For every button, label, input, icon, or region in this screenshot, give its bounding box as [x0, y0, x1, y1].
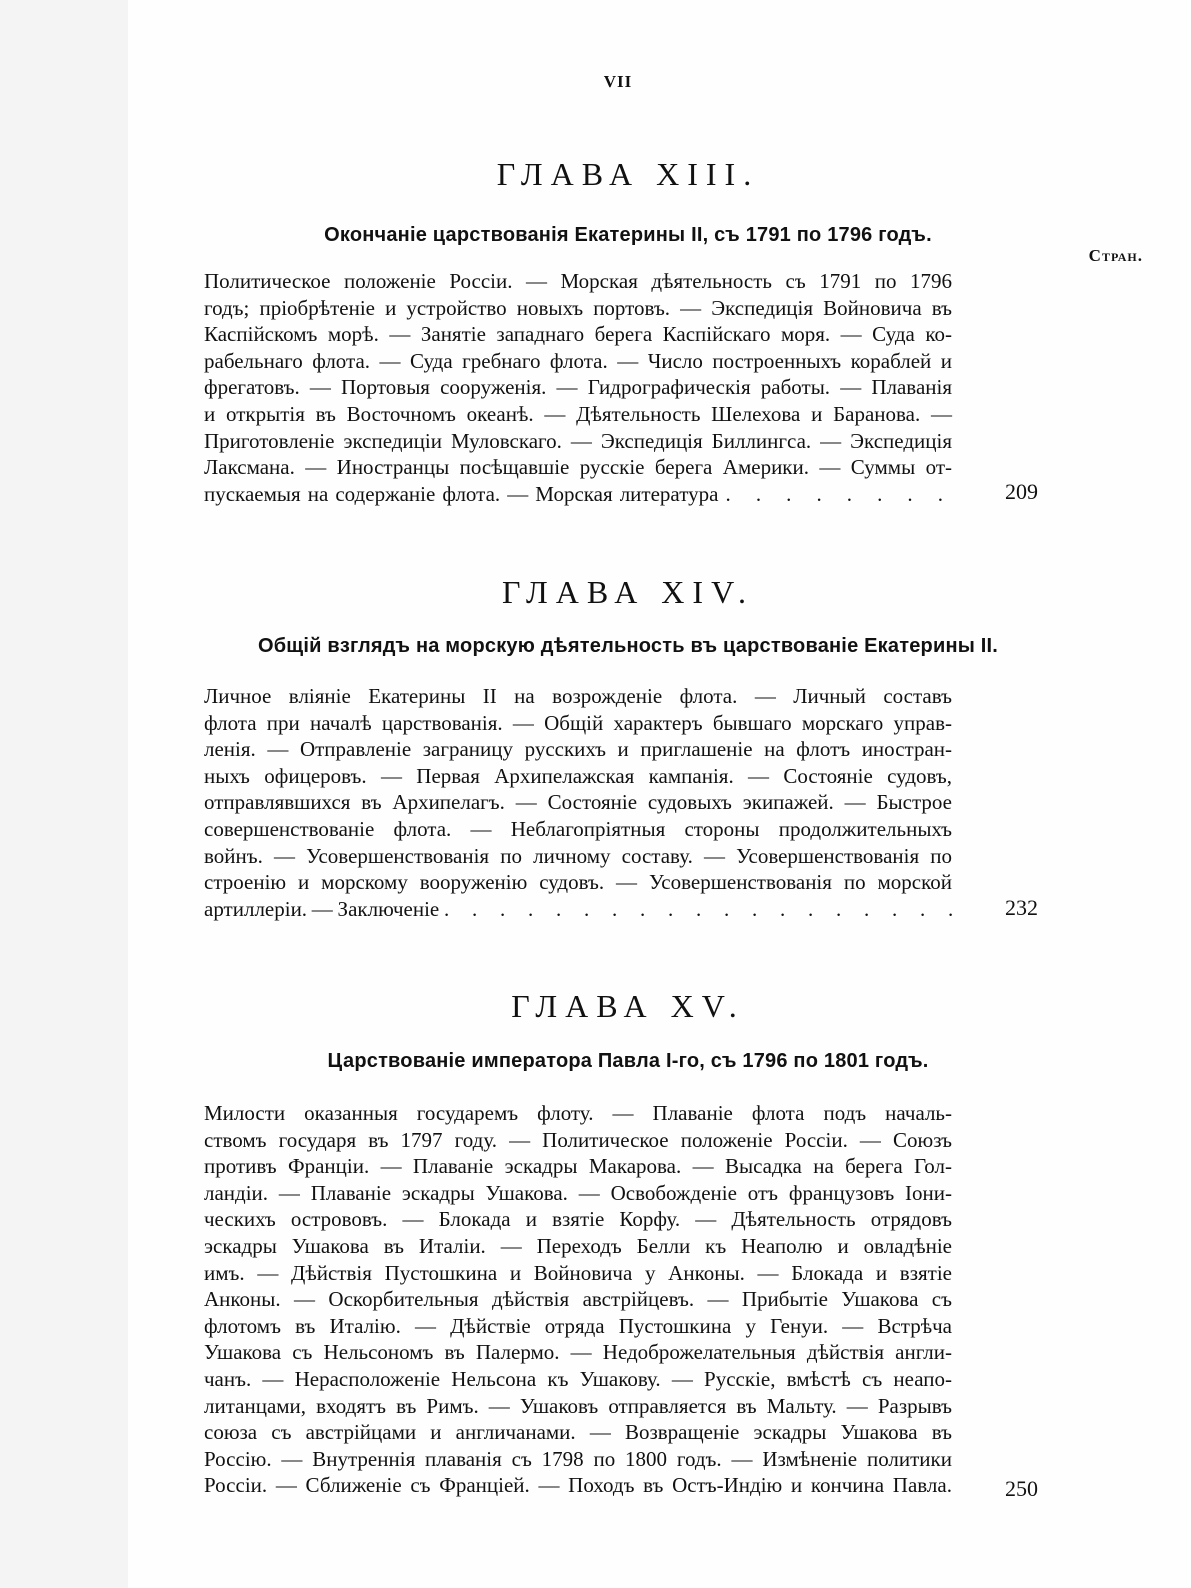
summary-line: Милости оказанныя государемъ флоту. — Плаваніе флота подъ началь-	[204, 1101, 952, 1125]
summary-line: Каспійскомъ морѣ. — Занятіе западнаго берега Каспійскаго моря. — Суда ко-	[204, 322, 952, 347]
page-reference: 209	[1005, 479, 1038, 504]
summary-line: литанцами, входятъ въ Римъ. — Ушаковъ отправляется въ Мальту. — Разрывъ	[204, 1393, 952, 1418]
summary-line: отправлявшихся въ Архипелагъ. — Состояніе судовыхъ экипажей. — Быстрое	[204, 790, 952, 815]
summary-line: Политическое положеніе Россіи. — Морская дѣятельность съ 1791 по 1796	[204, 269, 952, 293]
page-reference: 232	[1005, 895, 1038, 920]
summary-line: строенію и морскому вооруженію судовъ. — Усовершенствованія по морской	[204, 870, 952, 895]
chapter-heading: ГЛАВА XIII.	[496, 156, 760, 192]
chapter-heading: ГЛАВА XIV.	[501, 574, 755, 610]
summary-line: ландіи. — Плаваніе эскадры Ушакова. — Освобожденіе отъ французовъ Іони-	[204, 1180, 952, 1205]
summary-line: Ушакова съ Нельсономъ въ Палермо. — Недоброжелательныя дѣйствія англи-	[204, 1340, 952, 1365]
chapter-title: Окончаніе царствованія Екатерины II, съ 1791 по 1796 годъ.	[324, 224, 932, 246]
summary-line: и открытія въ Восточномъ океанѣ. — Дѣятельность Шелехова и Баранова. —	[204, 401, 952, 426]
dot-leader: . . . . . . . .	[725, 481, 953, 506]
summary-line: ческихъ острововъ. — Блокада и взятіе Корфу. — Дѣятельность отрядовъ	[204, 1207, 952, 1232]
summary-line: ствомъ государя въ 1797 году. — Политическое положеніе Россіи. — Союзъ	[204, 1127, 952, 1152]
summary-line: Лаксмана. — Иностранцы посѣщавшіе русскіе берега Америки. — Суммы от-	[204, 455, 952, 480]
page-reference: 250	[1005, 1476, 1038, 1501]
chapter-title: Общій взглядъ на морскую дѣятельность въ царствованіе Екатерины II.	[257, 635, 999, 657]
summary-line: Россіи. — Сближеніе съ Франціей. — Походъ въ Остъ-Индію и кончина Павла.	[204, 1473, 952, 1498]
summary-line: ленія. — Отправленіе заграницу русскихъ и приглашеніе на флотъ иностран-	[204, 737, 952, 762]
summary-line: чанъ. — Нерасположеніе Нельсона къ Ушакову. — Русскіе, вмѣстѣ съ неапо-	[204, 1366, 952, 1391]
page-column-label: Стран.	[1088, 246, 1143, 265]
scan-margin	[0, 0, 128, 1588]
summary-line: ныхъ офицеровъ. — Первая Архипелажская кампанія. — Состояніе судовъ,	[204, 763, 952, 788]
summary-final-text: артиллеріи. — Заключеніе	[204, 896, 440, 921]
chapter-summary	[204, 683, 963, 922]
summary-line: Россію. — Внутреннія плаванія съ 1798 по 1800 годъ. — Измѣненіе политики	[204, 1446, 952, 1471]
summary-line: флота при началѣ царствованія. — Общій характеръ бывшаго морскаго управ-	[204, 710, 952, 735]
chapter-heading: ГЛАВА XV.	[511, 988, 745, 1024]
summary-line: имъ. — Дѣйствія Пустошкина и Войновича у Анконы. — Блокада и взятіе	[204, 1260, 952, 1285]
summary-line: Приготовленіе экспедиціи Муловскаго. — Экспедиція Биллингса. — Экспедиція	[204, 428, 952, 453]
chapter-title: Царствованіе императора Павла I-го, съ 1796 по 1801 годъ.	[327, 1050, 929, 1072]
book-page	[128, 0, 1191, 1588]
summary-line-final	[204, 481, 952, 508]
dot-leader: . . . . . . . . . . . . . . . . . . .	[444, 896, 963, 921]
summary-line: флотомъ въ Италію. — Дѣйствіе отряда Пустошкина у Генуи. — Встрѣча	[204, 1313, 952, 1338]
chapter-summary	[204, 268, 952, 507]
summary-line: эскадры Ушакова въ Италіи. — Переходъ Белли къ Неаполю и овладѣніе	[204, 1233, 952, 1258]
summary-line: войнъ. — Усовершенствованія по личному составу. — Усовершенствованія по	[204, 843, 952, 868]
summary-line: Анконы. — Оскорбительныя дѣйствія австрійцевъ. — Прибытіе Ушакова съ	[204, 1287, 952, 1312]
summary-line: союза съ австрійцами и англичанами. — Возвращеніе эскадры Ушакова въ	[204, 1420, 952, 1445]
summary-line: годъ; пріобрѣтеніе и устройство новыхъ портовъ. — Экспедиція Войновича въ	[204, 295, 952, 320]
summary-line-final	[204, 896, 963, 923]
summary-line: совершенствованіе флота. — Неблагопріятныя стороны продолжительныхъ	[204, 816, 952, 841]
summary-line: рабельнаго флота. — Суда гребнаго флота. — Число построенныхъ кораблей и	[204, 348, 952, 373]
summary-line: фрегатовъ. — Портовыя сооруженія. — Гидрографическія работы. — Плаванія	[204, 375, 952, 400]
chapter-summary	[204, 1100, 952, 1499]
page-number: VII	[603, 72, 633, 91]
summary-final-text: пускаемыя на содержаніе флота. — Морская литература	[204, 481, 719, 506]
summary-line: Личное вліяніе Екатерины II на возрожденіе флота. — Личный составъ	[204, 684, 952, 708]
summary-line: противъ Франціи. — Плаваніе эскадры Макарова. — Высадка на берега Гол-	[204, 1154, 952, 1179]
